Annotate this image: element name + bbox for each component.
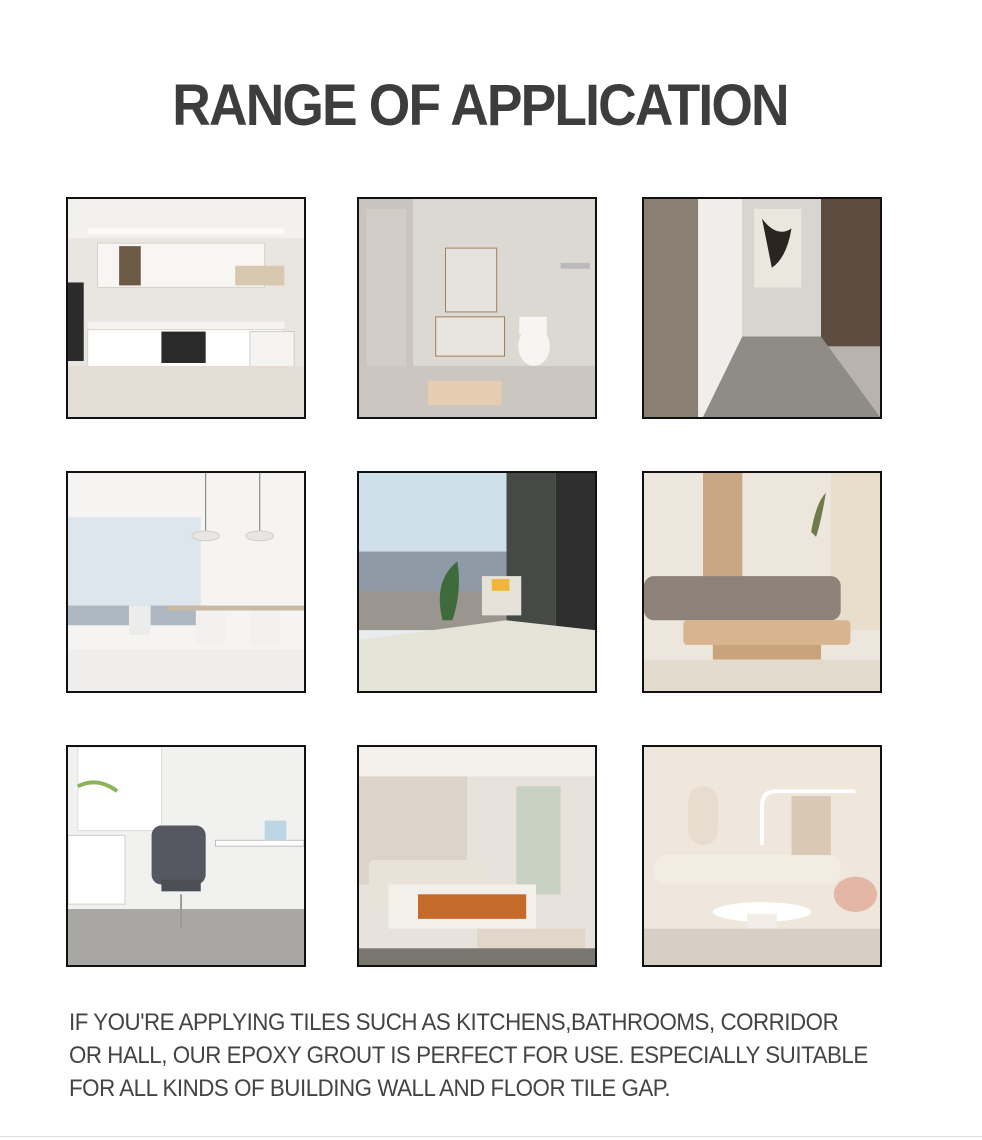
bedroom-image: [357, 745, 597, 967]
dining-room-image: [66, 471, 306, 693]
lounge-image: [642, 745, 882, 967]
bottom-divider: [0, 1136, 982, 1137]
bathroom-image: [357, 197, 597, 419]
description-line-3: FOR ALL KINDS OF BUILDING WALL AND FLOOR TILE GAP.: [69, 1075, 671, 1102]
living-room-image: [642, 471, 882, 693]
description-line-1: IF YOU'RE APPLYING TILES SUCH AS KITCHENS,BATHROOMS, CORRIDOR: [69, 1009, 839, 1036]
corridor-image: [642, 197, 882, 419]
balcony-image: [357, 471, 597, 693]
kitchen-image: [66, 197, 306, 419]
description: [69, 1006, 887, 1105]
home-office-image: [66, 745, 306, 967]
description-line-2: OR HALL, OUR EPOXY GROUT IS PERFECT FOR USE. ESPECIALLY SUITABLE: [69, 1042, 868, 1069]
page-title: RANGE OF APPLICATION: [172, 73, 788, 138]
